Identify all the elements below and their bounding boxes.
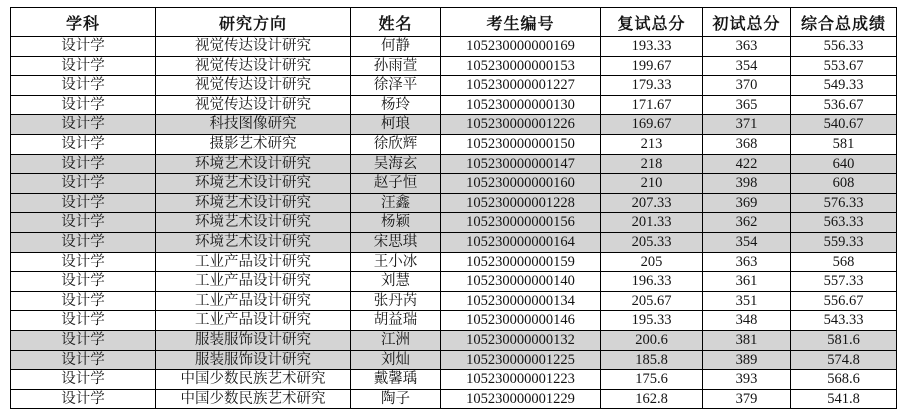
direction-cell: 视觉传达设计研究 [156,95,351,115]
table-row [11,350,897,370]
candidate-no-cell: 105230000000134 [441,291,601,311]
initial-score-cell: 361 [703,272,791,292]
initial-score-cell: 368 [703,134,791,154]
table-row [11,213,897,233]
direction-cell: 视觉传达设计研究 [156,37,351,57]
candidate-no-cell: 105230000001228 [441,193,601,213]
retest-score-cell: 193.33 [601,37,703,57]
column-header-total-score: 综合总成绩 [791,8,897,37]
direction-cell: 服装服饰设计研究 [156,350,351,370]
subject-cell: 设计学 [11,174,156,194]
column-header-name: 姓名 [351,8,441,37]
retest-score-cell: 175.6 [601,370,703,390]
direction-cell: 科技图像研究 [156,115,351,135]
name-cell: 王小冰 [351,252,441,272]
total-score-cell: 568 [791,252,897,272]
name-cell: 张丹芮 [351,291,441,311]
name-cell: 胡益瑞 [351,311,441,331]
subject-cell: 设计学 [11,95,156,115]
table-row [11,154,897,174]
header-row [11,8,897,37]
retest-score-cell: 195.33 [601,311,703,331]
subject-cell: 设计学 [11,330,156,350]
total-score-cell: 549.33 [791,76,897,96]
subject-cell: 设计学 [11,350,156,370]
total-score-cell: 608 [791,174,897,194]
subject-cell: 设计学 [11,37,156,57]
retest-score-cell: 179.33 [601,76,703,96]
candidate-no-cell: 105230000001229 [441,389,601,409]
subject-cell: 设计学 [11,272,156,292]
retest-score-cell: 169.67 [601,115,703,135]
candidate-no-cell: 105230000000147 [441,154,601,174]
total-score-cell: 536.67 [791,95,897,115]
total-score-cell: 574.8 [791,350,897,370]
subject-cell: 设计学 [11,134,156,154]
table-row [11,311,897,331]
name-cell: 杨颖 [351,213,441,233]
retest-score-cell: 201.33 [601,213,703,233]
column-header-initial-score: 初试总分 [703,8,791,37]
direction-cell: 中国少数民族艺术研究 [156,389,351,409]
retest-score-cell: 200.6 [601,330,703,350]
total-score-cell: 541.8 [791,389,897,409]
candidate-no-cell: 105230000000153 [441,56,601,76]
subject-cell: 设计学 [11,213,156,233]
subject-cell: 设计学 [11,193,156,213]
subject-cell: 设计学 [11,252,156,272]
initial-score-cell: 365 [703,95,791,115]
name-cell: 刘慧 [351,272,441,292]
direction-cell: 视觉传达设计研究 [156,56,351,76]
total-score-cell: 581.6 [791,330,897,350]
name-cell: 汪鑫 [351,193,441,213]
subject-cell: 设计学 [11,389,156,409]
initial-score-cell: 348 [703,311,791,331]
initial-score-cell: 370 [703,76,791,96]
initial-score-cell: 351 [703,291,791,311]
name-cell: 赵子恒 [351,174,441,194]
table-row [11,174,897,194]
retest-score-cell: 205.67 [601,291,703,311]
table-row [11,115,897,135]
candidate-no-cell: 105230000000169 [441,37,601,57]
total-score-cell: 640 [791,154,897,174]
direction-cell: 摄影艺术研究 [156,134,351,154]
table-row [11,370,897,390]
total-score-cell: 543.33 [791,311,897,331]
name-cell: 江洲 [351,330,441,350]
candidate-no-cell: 105230000000160 [441,174,601,194]
table-row [11,95,897,115]
table-row [11,330,897,350]
subject-cell: 设计学 [11,76,156,96]
admission-score-table [10,7,897,409]
candidate-no-cell: 105230000000164 [441,232,601,252]
table-row [11,389,897,409]
total-score-cell: 568.6 [791,370,897,390]
subject-cell: 设计学 [11,370,156,390]
initial-score-cell: 354 [703,232,791,252]
retest-score-cell: 205 [601,252,703,272]
candidate-no-cell: 105230000000150 [441,134,601,154]
retest-score-cell: 171.67 [601,95,703,115]
direction-cell: 环境艺术设计研究 [156,193,351,213]
name-cell: 徐欣辉 [351,134,441,154]
name-cell: 何静 [351,37,441,57]
direction-cell: 环境艺术设计研究 [156,174,351,194]
direction-cell: 工业产品设计研究 [156,311,351,331]
candidate-no-cell: 105230000000132 [441,330,601,350]
table-row [11,56,897,76]
initial-score-cell: 379 [703,389,791,409]
name-cell: 刘灿 [351,350,441,370]
name-cell: 孙雨萱 [351,56,441,76]
candidate-no-cell: 105230000000146 [441,311,601,331]
initial-score-cell: 393 [703,370,791,390]
column-header-candidate-no: 考生编号 [441,8,601,37]
table-row [11,193,897,213]
initial-score-cell: 363 [703,37,791,57]
total-score-cell: 540.67 [791,115,897,135]
direction-cell: 中国少数民族艺术研究 [156,370,351,390]
initial-score-cell: 381 [703,330,791,350]
table-row [11,232,897,252]
candidate-no-cell: 105230000001223 [441,370,601,390]
candidate-no-cell: 105230000000140 [441,272,601,292]
direction-cell: 视觉传达设计研究 [156,76,351,96]
table-row [11,37,897,57]
total-score-cell: 563.33 [791,213,897,233]
column-header-direction: 研究方向 [156,8,351,37]
subject-cell: 设计学 [11,311,156,331]
total-score-cell: 576.33 [791,193,897,213]
table-row [11,252,897,272]
subject-cell: 设计学 [11,291,156,311]
candidate-no-cell: 105230000001227 [441,76,601,96]
initial-score-cell: 363 [703,252,791,272]
name-cell: 吴海玄 [351,154,441,174]
subject-cell: 设计学 [11,154,156,174]
name-cell: 陶子 [351,389,441,409]
name-cell: 徐泽平 [351,76,441,96]
initial-score-cell: 371 [703,115,791,135]
candidate-no-cell: 105230000001226 [441,115,601,135]
table-row [11,134,897,154]
candidate-no-cell: 105230000000156 [441,213,601,233]
direction-cell: 工业产品设计研究 [156,252,351,272]
initial-score-cell: 354 [703,56,791,76]
column-header-retest-score: 复试总分 [601,8,703,37]
retest-score-cell: 185.8 [601,350,703,370]
direction-cell: 工业产品设计研究 [156,291,351,311]
retest-score-cell: 210 [601,174,703,194]
initial-score-cell: 389 [703,350,791,370]
candidate-no-cell: 105230000000130 [441,95,601,115]
table-row [11,76,897,96]
table-body [11,37,897,409]
direction-cell: 服装服饰设计研究 [156,330,351,350]
direction-cell: 环境艺术设计研究 [156,213,351,233]
direction-cell: 工业产品设计研究 [156,272,351,292]
retest-score-cell: 199.67 [601,56,703,76]
initial-score-cell: 398 [703,174,791,194]
retest-score-cell: 205.33 [601,232,703,252]
column-header-subject: 学科 [11,8,156,37]
subject-cell: 设计学 [11,115,156,135]
retest-score-cell: 218 [601,154,703,174]
initial-score-cell: 362 [703,213,791,233]
name-cell: 宋思琪 [351,232,441,252]
total-score-cell: 556.33 [791,37,897,57]
initial-score-cell: 369 [703,193,791,213]
retest-score-cell: 213 [601,134,703,154]
initial-score-cell: 422 [703,154,791,174]
table-header [11,8,897,37]
candidate-no-cell: 105230000000159 [441,252,601,272]
name-cell: 杨玲 [351,95,441,115]
total-score-cell: 581 [791,134,897,154]
retest-score-cell: 207.33 [601,193,703,213]
name-cell: 柯琅 [351,115,441,135]
direction-cell: 环境艺术设计研究 [156,154,351,174]
total-score-cell: 556.67 [791,291,897,311]
subject-cell: 设计学 [11,56,156,76]
table-row [11,272,897,292]
total-score-cell: 553.67 [791,56,897,76]
total-score-cell: 557.33 [791,272,897,292]
retest-score-cell: 196.33 [601,272,703,292]
name-cell: 戴馨瑀 [351,370,441,390]
retest-score-cell: 162.8 [601,389,703,409]
table-row [11,291,897,311]
subject-cell: 设计学 [11,232,156,252]
candidate-no-cell: 105230000001225 [441,350,601,370]
direction-cell: 环境艺术设计研究 [156,232,351,252]
total-score-cell: 559.33 [791,232,897,252]
